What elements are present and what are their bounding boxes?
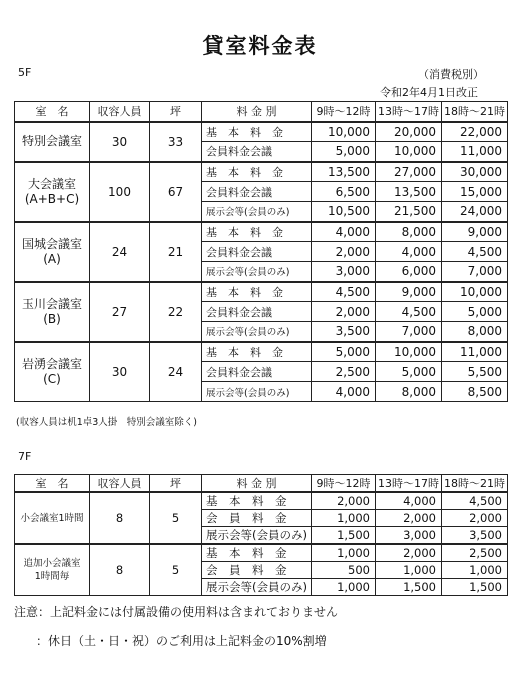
room-capacity: 8 (90, 492, 150, 544)
price-cell: 8,500 (442, 382, 508, 402)
room-tsubo: 22 (150, 282, 202, 342)
room-tsubo: 24 (150, 342, 202, 402)
column-header: 13時〜17時 (376, 475, 442, 493)
price-cell: 1,000 (312, 510, 376, 527)
column-header: 13時〜17時 (376, 102, 442, 122)
room-capacity: 100 (90, 162, 150, 222)
price-cell: 30,000 (442, 162, 508, 182)
rate-type: 会員料金会議 (202, 142, 312, 162)
tax-note: （消費税別） (418, 68, 484, 81)
rate-type: 基 本 料 金 (202, 492, 312, 510)
price-cell: 27,000 (376, 162, 442, 182)
price-cell: 5,500 (442, 362, 508, 382)
price-cell: 1,000 (312, 579, 376, 596)
price-cell: 3,000 (376, 527, 442, 545)
price-cell: 10,000 (376, 142, 442, 162)
price-cell: 5,000 (376, 362, 442, 382)
room-name: 特別会議室 (15, 122, 90, 162)
price-cell: 9,000 (376, 282, 442, 302)
price-cell: 13,500 (312, 162, 376, 182)
column-header: 18時〜21時 (442, 102, 508, 122)
header-row (15, 475, 508, 493)
note-equipment: 注意：上記料金には付属設備の使用料は含まれておりません (14, 605, 339, 619)
column-header: 坪 (150, 475, 202, 493)
rate-type: 展示会等(会員のみ) (202, 527, 312, 545)
room-name: 岩湧会議室 (C) (15, 342, 90, 402)
price-cell: 8,000 (376, 382, 442, 402)
price-cell: 4,500 (442, 242, 508, 262)
price-cell: 20,000 (376, 122, 442, 142)
price-cell: 4,000 (376, 242, 442, 262)
rate-type: 基 本 料 金 (202, 282, 312, 302)
price-cell: 10,000 (376, 342, 442, 362)
price-cell: 24,000 (442, 202, 508, 222)
price-cell: 1,500 (442, 579, 508, 596)
table-row (15, 222, 508, 242)
table-row (15, 282, 508, 302)
column-header: 9時〜12時 (312, 475, 376, 493)
price-cell: 4,000 (376, 492, 442, 510)
rate-type: 基 本 料 金 (202, 162, 312, 182)
price-cell: 2,000 (312, 302, 376, 322)
price-cell: 2,000 (376, 544, 442, 562)
price-cell: 3,500 (442, 527, 508, 545)
column-header: 坪 (150, 102, 202, 122)
rate-type: 会員料金会議 (202, 362, 312, 382)
table-row (15, 342, 508, 362)
price-cell: 4,000 (312, 222, 376, 242)
column-header: 室 名 (15, 475, 90, 493)
rate-type: 会 員 料 金 (202, 510, 312, 527)
rate-type: 展示会等(会員のみ) (202, 579, 312, 596)
room-capacity: 8 (90, 544, 150, 596)
price-cell: 7,000 (376, 322, 442, 342)
price-cell: 2,500 (312, 362, 376, 382)
column-header: 室 名 (15, 102, 90, 122)
price-cell: 22,000 (442, 122, 508, 142)
rate-type: 会員料金会議 (202, 182, 312, 202)
price-cell: 11,000 (442, 142, 508, 162)
price-cell: 9,000 (442, 222, 508, 242)
column-header: 9時〜12時 (312, 102, 376, 122)
price-cell: 13,500 (376, 182, 442, 202)
rate-type: 会員料金会議 (202, 242, 312, 262)
room-name: 大会議室 (A+B+C) (15, 162, 90, 222)
rate-type: 基 本 料 金 (202, 222, 312, 242)
price-cell: 3,000 (312, 262, 376, 282)
price-cell: 1,000 (376, 562, 442, 579)
price-cell: 1,500 (376, 579, 442, 596)
rate-type: 展示会等(会員のみ) (202, 262, 312, 282)
rate-type: 会 員 料 金 (202, 562, 312, 579)
price-cell: 1,500 (312, 527, 376, 545)
price-cell: 4,500 (376, 302, 442, 322)
price-cell: 5,000 (312, 142, 376, 162)
room-name: 小会議室1時間 (15, 492, 90, 544)
column-header: 18時〜21時 (442, 475, 508, 493)
price-cell: 8,000 (442, 322, 508, 342)
room-capacity: 27 (90, 282, 150, 342)
price-cell: 2,000 (312, 492, 376, 510)
price-cell: 2,500 (442, 544, 508, 562)
room-tsubo: 33 (150, 122, 202, 162)
price-cell: 2,000 (376, 510, 442, 527)
price-cell: 2,000 (312, 242, 376, 262)
header-row (15, 102, 508, 122)
price-cell: 11,000 (442, 342, 508, 362)
rate-type: 基 本 料 金 (202, 122, 312, 142)
price-cell: 21,500 (376, 202, 442, 222)
price-cell: 4,500 (312, 282, 376, 302)
column-header: 収容人員 (90, 102, 150, 122)
price-cell: 500 (312, 562, 376, 579)
floor-5-label: 5F (18, 66, 32, 79)
price-cell: 1,000 (312, 544, 376, 562)
price-cell: 3,500 (312, 322, 376, 342)
price-cell: 4,000 (312, 382, 376, 402)
revision-date: 令和2年4月1日改正 (380, 86, 478, 99)
room-capacity: 30 (90, 122, 150, 162)
room-tsubo: 5 (150, 492, 202, 544)
rate-type: 展示会等(会員のみ) (202, 322, 312, 342)
rate-type: 展示会等(会員のみ) (202, 202, 312, 222)
note-holiday: ：休日（土・日・祝）のご利用は上記料金の10%割増 (36, 634, 327, 648)
column-header: 料 金 別 (202, 102, 312, 122)
room-name: 国城会議室 (A) (15, 222, 90, 282)
room-name: 玉川会議室 (B) (15, 282, 90, 342)
price-cell: 6,500 (312, 182, 376, 202)
rate-type: 基 本 料 金 (202, 342, 312, 362)
page-title: 貸室料金表 (202, 34, 318, 58)
price-cell: 4,500 (442, 492, 508, 510)
rate-type: 基 本 料 金 (202, 544, 312, 562)
price-cell: 2,000 (442, 510, 508, 527)
price-cell: 5,000 (312, 342, 376, 362)
price-cell: 8,000 (376, 222, 442, 242)
price-cell: 5,000 (442, 302, 508, 322)
room-capacity: 30 (90, 342, 150, 402)
price-cell: 10,500 (312, 202, 376, 222)
price-cell: 10,000 (442, 282, 508, 302)
price-cell: 7,000 (442, 262, 508, 282)
column-header: 料 金 別 (202, 475, 312, 493)
table-row (15, 544, 508, 562)
floor-7-label: 7F (18, 450, 32, 463)
price-cell: 15,000 (442, 182, 508, 202)
room-name: 追加小会議室 1時間毎 (15, 544, 90, 596)
room-capacity: 24 (90, 222, 150, 282)
price-cell: 1,000 (442, 562, 508, 579)
rate-type: 会員料金会議 (202, 302, 312, 322)
price-cell: 10,000 (312, 122, 376, 142)
floor-5-rate-table (14, 101, 508, 402)
room-tsubo: 21 (150, 222, 202, 282)
floor-5-footnote: (収容人員は机1卓3人掛 特別会議室除く) (16, 417, 198, 428)
table-row (15, 162, 508, 182)
price-cell: 6,000 (376, 262, 442, 282)
table-row (15, 492, 508, 510)
table-row (15, 122, 508, 142)
room-tsubo: 5 (150, 544, 202, 596)
rate-type: 展示会等(会員のみ) (202, 382, 312, 402)
floor-7-rate-table (14, 474, 508, 596)
column-header: 収容人員 (90, 475, 150, 493)
room-tsubo: 67 (150, 162, 202, 222)
